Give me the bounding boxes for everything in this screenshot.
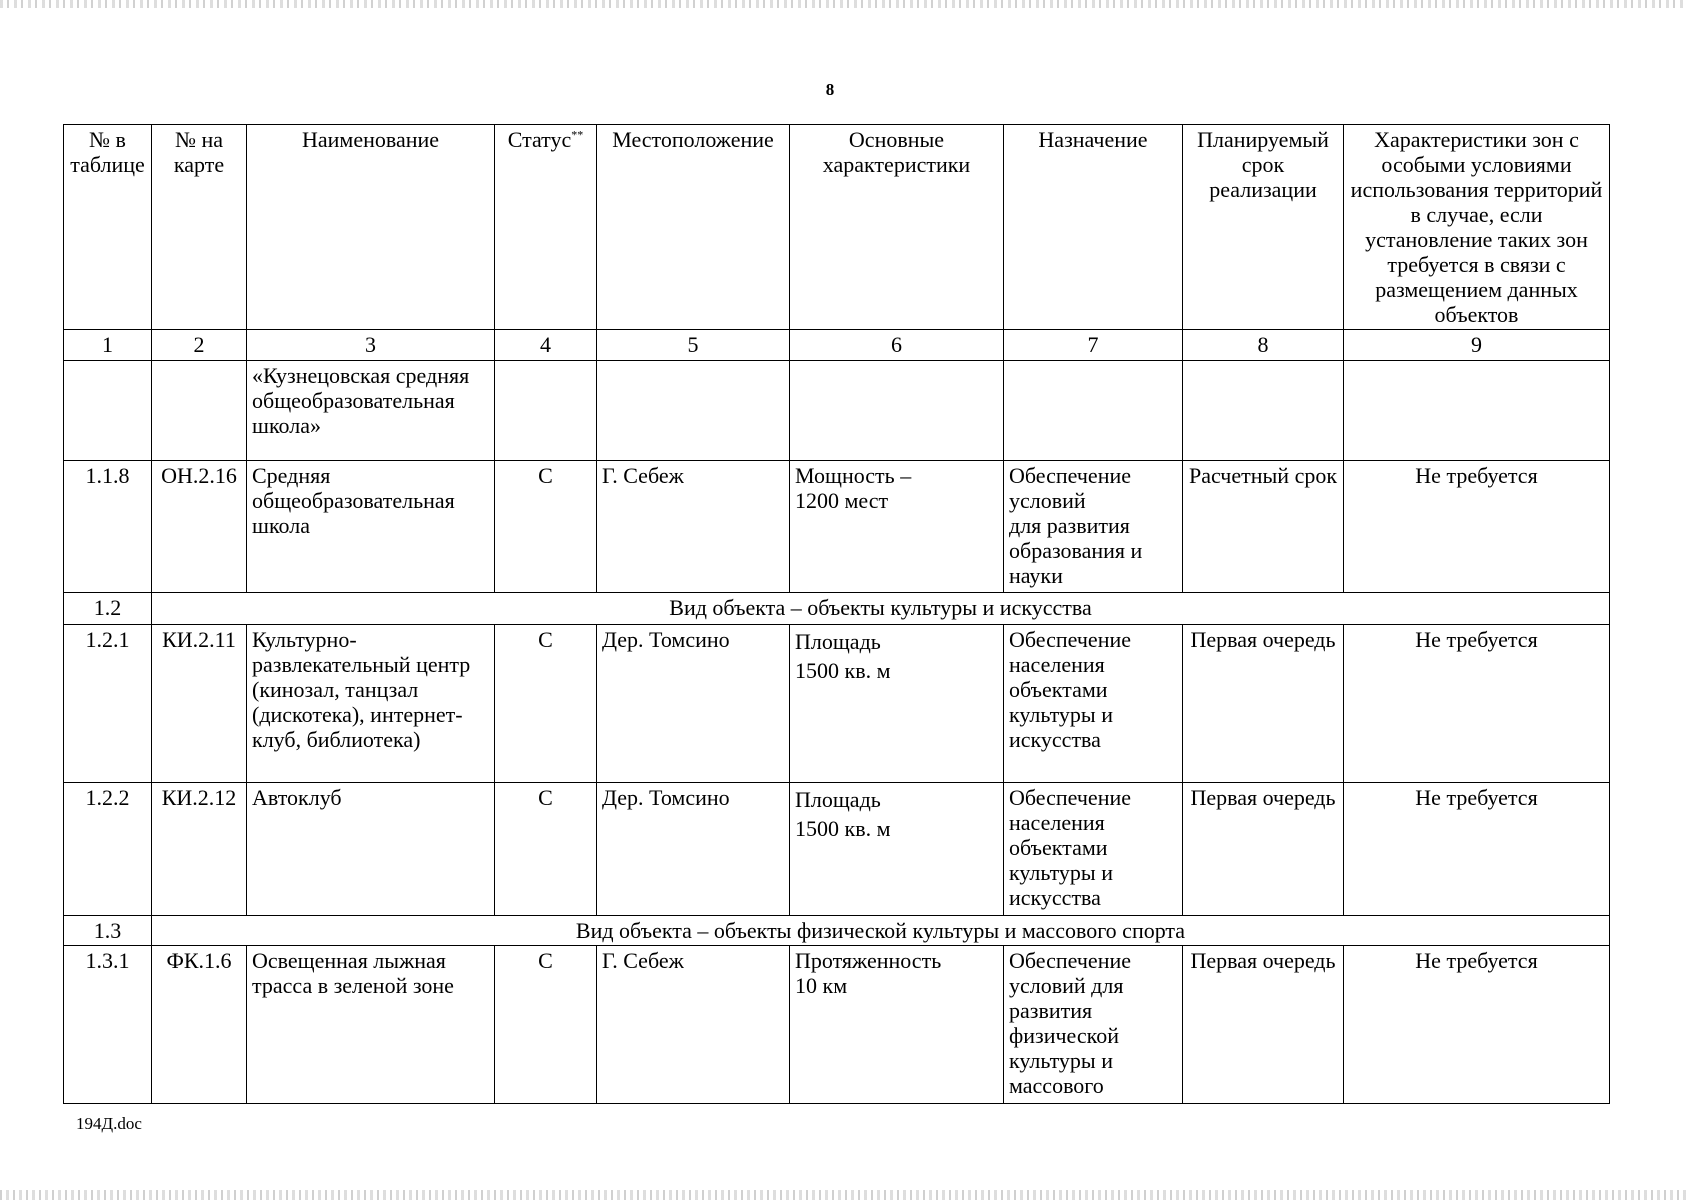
column-number: 9 [1344, 330, 1610, 361]
cell-zones: Не требуется [1344, 946, 1610, 1104]
cell-num: 1.3.1 [64, 946, 152, 1104]
table-cell [1183, 361, 1344, 461]
objects-table [63, 124, 1610, 1104]
cell-num: 1.1.8 [64, 461, 152, 593]
cell-map: ОН.2.16 [152, 461, 247, 593]
table-cell [64, 361, 152, 461]
footer-filename: 194Д.doc [76, 1114, 142, 1133]
cell-location: Г. Себеж [597, 946, 790, 1104]
column-number: 8 [1183, 330, 1344, 361]
cell-purpose: Обеспечение условий для развития физической культуры и массового [1004, 946, 1183, 1104]
footnote-mark: ** [571, 127, 584, 142]
cell-purpose: Обеспечение населения объектами культуры и искусства [1004, 783, 1183, 916]
cell-term: Первая очередь [1183, 783, 1344, 916]
cell-purpose: Обеспечение населения объектами культуры и искусства [1004, 625, 1183, 783]
table-row-continuation [64, 361, 1610, 461]
table-row [64, 783, 1610, 916]
column-number: 7 [1004, 330, 1183, 361]
column-number: 1 [64, 330, 152, 361]
header-cell: Планируемый срок реализации [1183, 125, 1344, 330]
section-title: Вид объекта – объекты культуры и искусства [152, 593, 1610, 625]
cell-name: Автоклуб [247, 783, 495, 916]
table-cell [790, 361, 1004, 461]
column-number: 4 [495, 330, 597, 361]
header-cell-status [495, 125, 597, 330]
table-row [64, 625, 1610, 783]
cell-name: «Кузнецовская средняя общеобразовательная школа» [247, 361, 495, 461]
cell-characteristics: Протяженность 10 км [790, 946, 1004, 1104]
cell-name: Освещенная лыжная трасса в зеленой зоне [247, 946, 495, 1104]
page-number: 8 [825, 80, 835, 99]
header-cell: № на карте [152, 125, 247, 330]
scan-edge-bottom [0, 1190, 1686, 1200]
table-cell [152, 361, 247, 461]
header-row [64, 125, 1610, 330]
table-cell [1344, 361, 1610, 461]
cell-term: Расчетный срок [1183, 461, 1344, 593]
column-number-row [64, 330, 1610, 361]
cell-name: Средняя общеобразовательная школа [247, 461, 495, 593]
cell-purpose: Обеспечение условий для развития образования и науки [1004, 461, 1183, 593]
cell-term: Первая очередь [1183, 946, 1344, 1104]
cell-zones: Не требуется [1344, 625, 1610, 783]
cell-location: Г. Себеж [597, 461, 790, 593]
table-cell [1004, 361, 1183, 461]
header-cell: № в таблице [64, 125, 152, 330]
section-num: 1.3 [64, 916, 152, 946]
column-number: 5 [597, 330, 790, 361]
cell-term: Первая очередь [1183, 625, 1344, 783]
section-num: 1.2 [64, 593, 152, 625]
header-cell: Назначение [1004, 125, 1183, 330]
cell-map: КИ.2.12 [152, 783, 247, 916]
header-cell: Основные характеристики [790, 125, 1004, 330]
scan-edge-top [0, 0, 1686, 8]
header-cell: Наименование [247, 125, 495, 330]
column-number: 3 [247, 330, 495, 361]
header-status-label: Статус [507, 127, 572, 152]
table-row [64, 461, 1610, 593]
table-cell [597, 361, 790, 461]
column-number: 2 [152, 330, 247, 361]
table-cell [495, 361, 597, 461]
header-cell: Характеристики зон с особыми условиями использования территорий в случае, если установление таких зон требуется в связи с размещением данных объектов [1344, 125, 1610, 330]
cell-characteristics: Мощность – 1200 мест [790, 461, 1004, 593]
cell-zones: Не требуется [1344, 783, 1610, 916]
cell-status: С [495, 461, 597, 593]
cell-status: С [495, 946, 597, 1104]
cell-location: Дер. Томсино [597, 625, 790, 783]
section-title: Вид объекта – объекты физической культуры и массового спорта [152, 916, 1610, 946]
cell-num: 1.2.2 [64, 783, 152, 916]
cell-location: Дер. Томсино [597, 783, 790, 916]
cell-status: С [495, 625, 597, 783]
cell-map: ФК.1.6 [152, 946, 247, 1104]
section-row [64, 593, 1610, 625]
cell-map: КИ.2.11 [152, 625, 247, 783]
cell-characteristics: Площадь 1500 кв. м [790, 625, 1004, 783]
section-row [64, 916, 1610, 946]
cell-num: 1.2.1 [64, 625, 152, 783]
column-number: 6 [790, 330, 1004, 361]
table-row [64, 946, 1610, 1104]
cell-zones: Не требуется [1344, 461, 1610, 593]
cell-characteristics: Площадь 1500 кв. м [790, 783, 1004, 916]
cell-name: Культурно-развлекательный центр (кинозал, танцзал (дискотека), интернет-клуб, библиотека) [247, 625, 495, 783]
header-cell: Местоположение [597, 125, 790, 330]
cell-status: С [495, 783, 597, 916]
